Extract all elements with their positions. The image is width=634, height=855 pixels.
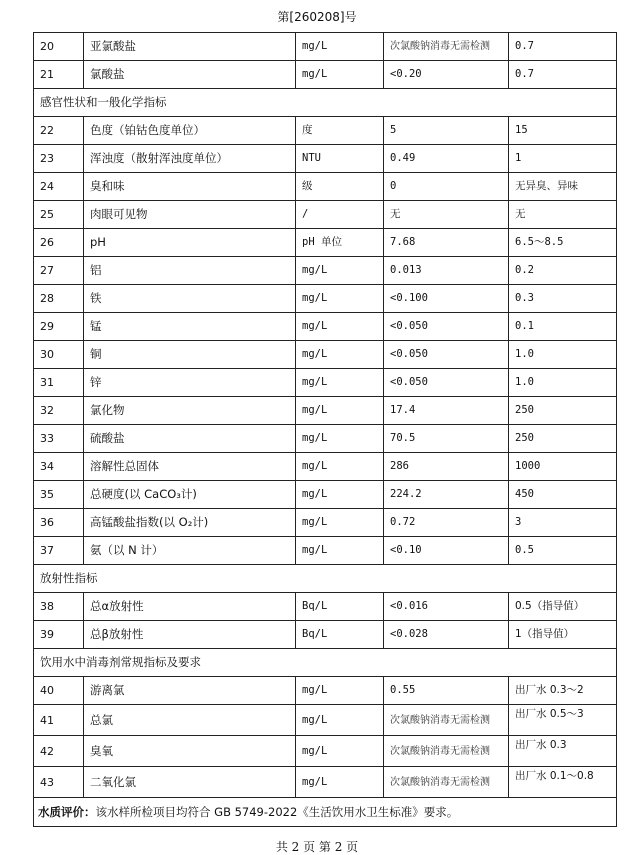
item-unit: mg/L bbox=[296, 397, 384, 425]
item-name: 高锰酸盐指数(以 O₂计) bbox=[84, 509, 296, 537]
item-unit: Bq/L bbox=[296, 621, 384, 649]
item-name: 总α放射性 bbox=[84, 593, 296, 621]
item-limit: 0.2 bbox=[509, 257, 617, 285]
item-name: 氨（以 N 计） bbox=[84, 537, 296, 565]
item-number: 29 bbox=[34, 313, 84, 341]
item-unit: mg/L bbox=[296, 61, 384, 89]
item-name: 氯化物 bbox=[84, 397, 296, 425]
item-unit: pH 单位 bbox=[296, 229, 384, 257]
item-number: 31 bbox=[34, 369, 84, 397]
item-unit: mg/L bbox=[296, 481, 384, 509]
item-number: 35 bbox=[34, 481, 84, 509]
item-result: 7.68 bbox=[384, 229, 509, 257]
item-limit: 1000 bbox=[509, 453, 617, 481]
water-quality-table bbox=[33, 32, 617, 827]
item-limit: 无异臭、异味 bbox=[509, 173, 617, 201]
table-row bbox=[34, 397, 617, 425]
item-name: 硫酸盐 bbox=[84, 425, 296, 453]
section-row bbox=[34, 649, 617, 677]
table-body bbox=[34, 33, 617, 827]
item-number: 32 bbox=[34, 397, 84, 425]
item-limit: 1.0 bbox=[509, 369, 617, 397]
table-row bbox=[34, 257, 617, 285]
item-result: 次氯酸钠消毒无需检测 bbox=[384, 767, 509, 798]
table-row bbox=[34, 33, 617, 61]
item-unit: 度 bbox=[296, 117, 384, 145]
item-unit: mg/L bbox=[296, 425, 384, 453]
item-result: 次氯酸钠消毒无需检测 bbox=[384, 33, 509, 61]
item-unit: mg/L bbox=[296, 341, 384, 369]
item-result: 17.4 bbox=[384, 397, 509, 425]
item-number: 24 bbox=[34, 173, 84, 201]
table-row bbox=[34, 173, 617, 201]
item-name: 锰 bbox=[84, 313, 296, 341]
item-unit: mg/L bbox=[296, 537, 384, 565]
item-name: 铁 bbox=[84, 285, 296, 313]
item-name: 铝 bbox=[84, 257, 296, 285]
item-result: <0.20 bbox=[384, 61, 509, 89]
item-name: 氯酸盐 bbox=[84, 61, 296, 89]
item-number: 33 bbox=[34, 425, 84, 453]
item-result: <0.050 bbox=[384, 313, 509, 341]
item-result: 0.72 bbox=[384, 509, 509, 537]
section-header-disinfectant: 饮用水中消毒剂常规指标及要求 bbox=[34, 649, 617, 677]
item-limit: 0.3 bbox=[509, 285, 617, 313]
item-limit: 0.7 bbox=[509, 33, 617, 61]
item-name: 臭和味 bbox=[84, 173, 296, 201]
table-row bbox=[34, 117, 617, 145]
item-unit: / bbox=[296, 201, 384, 229]
item-result: <0.10 bbox=[384, 537, 509, 565]
section-header-radioactivity: 放射性指标 bbox=[34, 565, 617, 593]
item-unit: mg/L bbox=[296, 509, 384, 537]
item-limit: 15 bbox=[509, 117, 617, 145]
table-row bbox=[34, 285, 617, 313]
evaluation-row bbox=[34, 798, 617, 827]
item-number: 43 bbox=[34, 767, 84, 798]
item-limit: 3 bbox=[509, 509, 617, 537]
item-unit: mg/L bbox=[296, 453, 384, 481]
section-row bbox=[34, 89, 617, 117]
item-unit: mg/L bbox=[296, 313, 384, 341]
item-result: 286 bbox=[384, 453, 509, 481]
item-unit: mg/L bbox=[296, 767, 384, 798]
item-unit: mg/L bbox=[296, 33, 384, 61]
item-number: 30 bbox=[34, 341, 84, 369]
item-unit: Bq/L bbox=[296, 593, 384, 621]
item-number: 23 bbox=[34, 145, 84, 173]
item-number: 25 bbox=[34, 201, 84, 229]
item-result: 5 bbox=[384, 117, 509, 145]
table-row bbox=[34, 537, 617, 565]
table-row bbox=[34, 425, 617, 453]
table-row bbox=[34, 481, 617, 509]
item-limit: 出厂水 0.1～0.8 bbox=[509, 767, 617, 798]
item-result: 次氯酸钠消毒无需检测 bbox=[384, 705, 509, 736]
item-limit: 1（指导值） bbox=[509, 621, 617, 649]
document-number: 第[260208]号 bbox=[277, 10, 357, 24]
table-row bbox=[34, 145, 617, 173]
table-row bbox=[34, 229, 617, 257]
table-row bbox=[34, 453, 617, 481]
item-name: 亚氯酸盐 bbox=[84, 33, 296, 61]
item-name: 总硬度(以 CaCO₃计) bbox=[84, 481, 296, 509]
item-name: pH bbox=[84, 229, 296, 257]
evaluation-cell bbox=[34, 798, 617, 827]
table-row bbox=[34, 705, 617, 736]
item-unit: mg/L bbox=[296, 736, 384, 767]
table-row bbox=[34, 61, 617, 89]
item-name: 二氧化氯 bbox=[84, 767, 296, 798]
item-limit: 出厂水 0.3 bbox=[509, 736, 617, 767]
item-name: 总氯 bbox=[84, 705, 296, 736]
evaluation-text: 该水样所检项目均符合 GB 5749-2022《生活饮用水卫生标准》要求。 bbox=[95, 804, 459, 819]
item-limit: 450 bbox=[509, 481, 617, 509]
item-unit: NTU bbox=[296, 145, 384, 173]
item-number: 20 bbox=[34, 33, 84, 61]
item-number: 34 bbox=[34, 453, 84, 481]
section-header-sensory: 感官性状和一般化学指标 bbox=[34, 89, 617, 117]
item-result: 次氯酸钠消毒无需检测 bbox=[384, 736, 509, 767]
section-row bbox=[34, 565, 617, 593]
item-number: 42 bbox=[34, 736, 84, 767]
item-result: 70.5 bbox=[384, 425, 509, 453]
item-limit: 出厂水 0.3～2 bbox=[509, 677, 617, 705]
table-row bbox=[34, 341, 617, 369]
item-result: <0.016 bbox=[384, 593, 509, 621]
item-number: 28 bbox=[34, 285, 84, 313]
item-number: 27 bbox=[34, 257, 84, 285]
item-name: 铜 bbox=[84, 341, 296, 369]
item-number: 26 bbox=[34, 229, 84, 257]
item-number: 21 bbox=[34, 61, 84, 89]
item-name: 总β放射性 bbox=[84, 621, 296, 649]
item-name: 游离氯 bbox=[84, 677, 296, 705]
item-limit: 1.0 bbox=[509, 341, 617, 369]
item-limit: 出厂水 0.5～3 bbox=[509, 705, 617, 736]
table-row bbox=[34, 313, 617, 341]
item-number: 39 bbox=[34, 621, 84, 649]
table-row bbox=[34, 736, 617, 767]
item-result: <0.028 bbox=[384, 621, 509, 649]
item-name: 肉眼可见物 bbox=[84, 201, 296, 229]
table-row bbox=[34, 621, 617, 649]
item-limit: 无 bbox=[509, 201, 617, 229]
item-number: 40 bbox=[34, 677, 84, 705]
item-unit: mg/L bbox=[296, 257, 384, 285]
item-unit: mg/L bbox=[296, 677, 384, 705]
item-result: 0.013 bbox=[384, 257, 509, 285]
item-result: 224.2 bbox=[384, 481, 509, 509]
item-unit: mg/L bbox=[296, 705, 384, 736]
item-limit: 0.7 bbox=[509, 61, 617, 89]
item-limit: 1 bbox=[509, 145, 617, 173]
item-limit: 0.5（指导值） bbox=[509, 593, 617, 621]
item-number: 41 bbox=[34, 705, 84, 736]
item-limit: 250 bbox=[509, 425, 617, 453]
item-number: 22 bbox=[34, 117, 84, 145]
item-result: <0.100 bbox=[384, 285, 509, 313]
item-unit: mg/L bbox=[296, 285, 384, 313]
item-result: <0.050 bbox=[384, 369, 509, 397]
item-number: 37 bbox=[34, 537, 84, 565]
item-name: 浑浊度（散射浑浊度单位） bbox=[84, 145, 296, 173]
item-limit: 0.5 bbox=[509, 537, 617, 565]
item-number: 36 bbox=[34, 509, 84, 537]
table-row bbox=[34, 509, 617, 537]
item-result: 无 bbox=[384, 201, 509, 229]
item-name: 溶解性总固体 bbox=[84, 453, 296, 481]
table-row bbox=[34, 593, 617, 621]
table-row bbox=[34, 767, 617, 798]
evaluation-label: 水质评价： bbox=[38, 804, 96, 819]
item-result: <0.050 bbox=[384, 341, 509, 369]
item-number: 38 bbox=[34, 593, 84, 621]
table-row bbox=[34, 369, 617, 397]
item-limit: 6.5～8.5 bbox=[509, 229, 617, 257]
item-name: 臭氧 bbox=[84, 736, 296, 767]
item-unit: 级 bbox=[296, 173, 384, 201]
item-result: 0.55 bbox=[384, 677, 509, 705]
item-name: 锌 bbox=[84, 369, 296, 397]
item-result: 0.49 bbox=[384, 145, 509, 173]
item-limit: 250 bbox=[509, 397, 617, 425]
item-name: 色度（铂钴色度单位） bbox=[84, 117, 296, 145]
page-footer: 共 2 页 第 2 页 bbox=[275, 840, 359, 854]
table-row bbox=[34, 677, 617, 705]
item-limit: 0.1 bbox=[509, 313, 617, 341]
item-result: 0 bbox=[384, 173, 509, 201]
item-unit: mg/L bbox=[296, 369, 384, 397]
table-row bbox=[34, 201, 617, 229]
